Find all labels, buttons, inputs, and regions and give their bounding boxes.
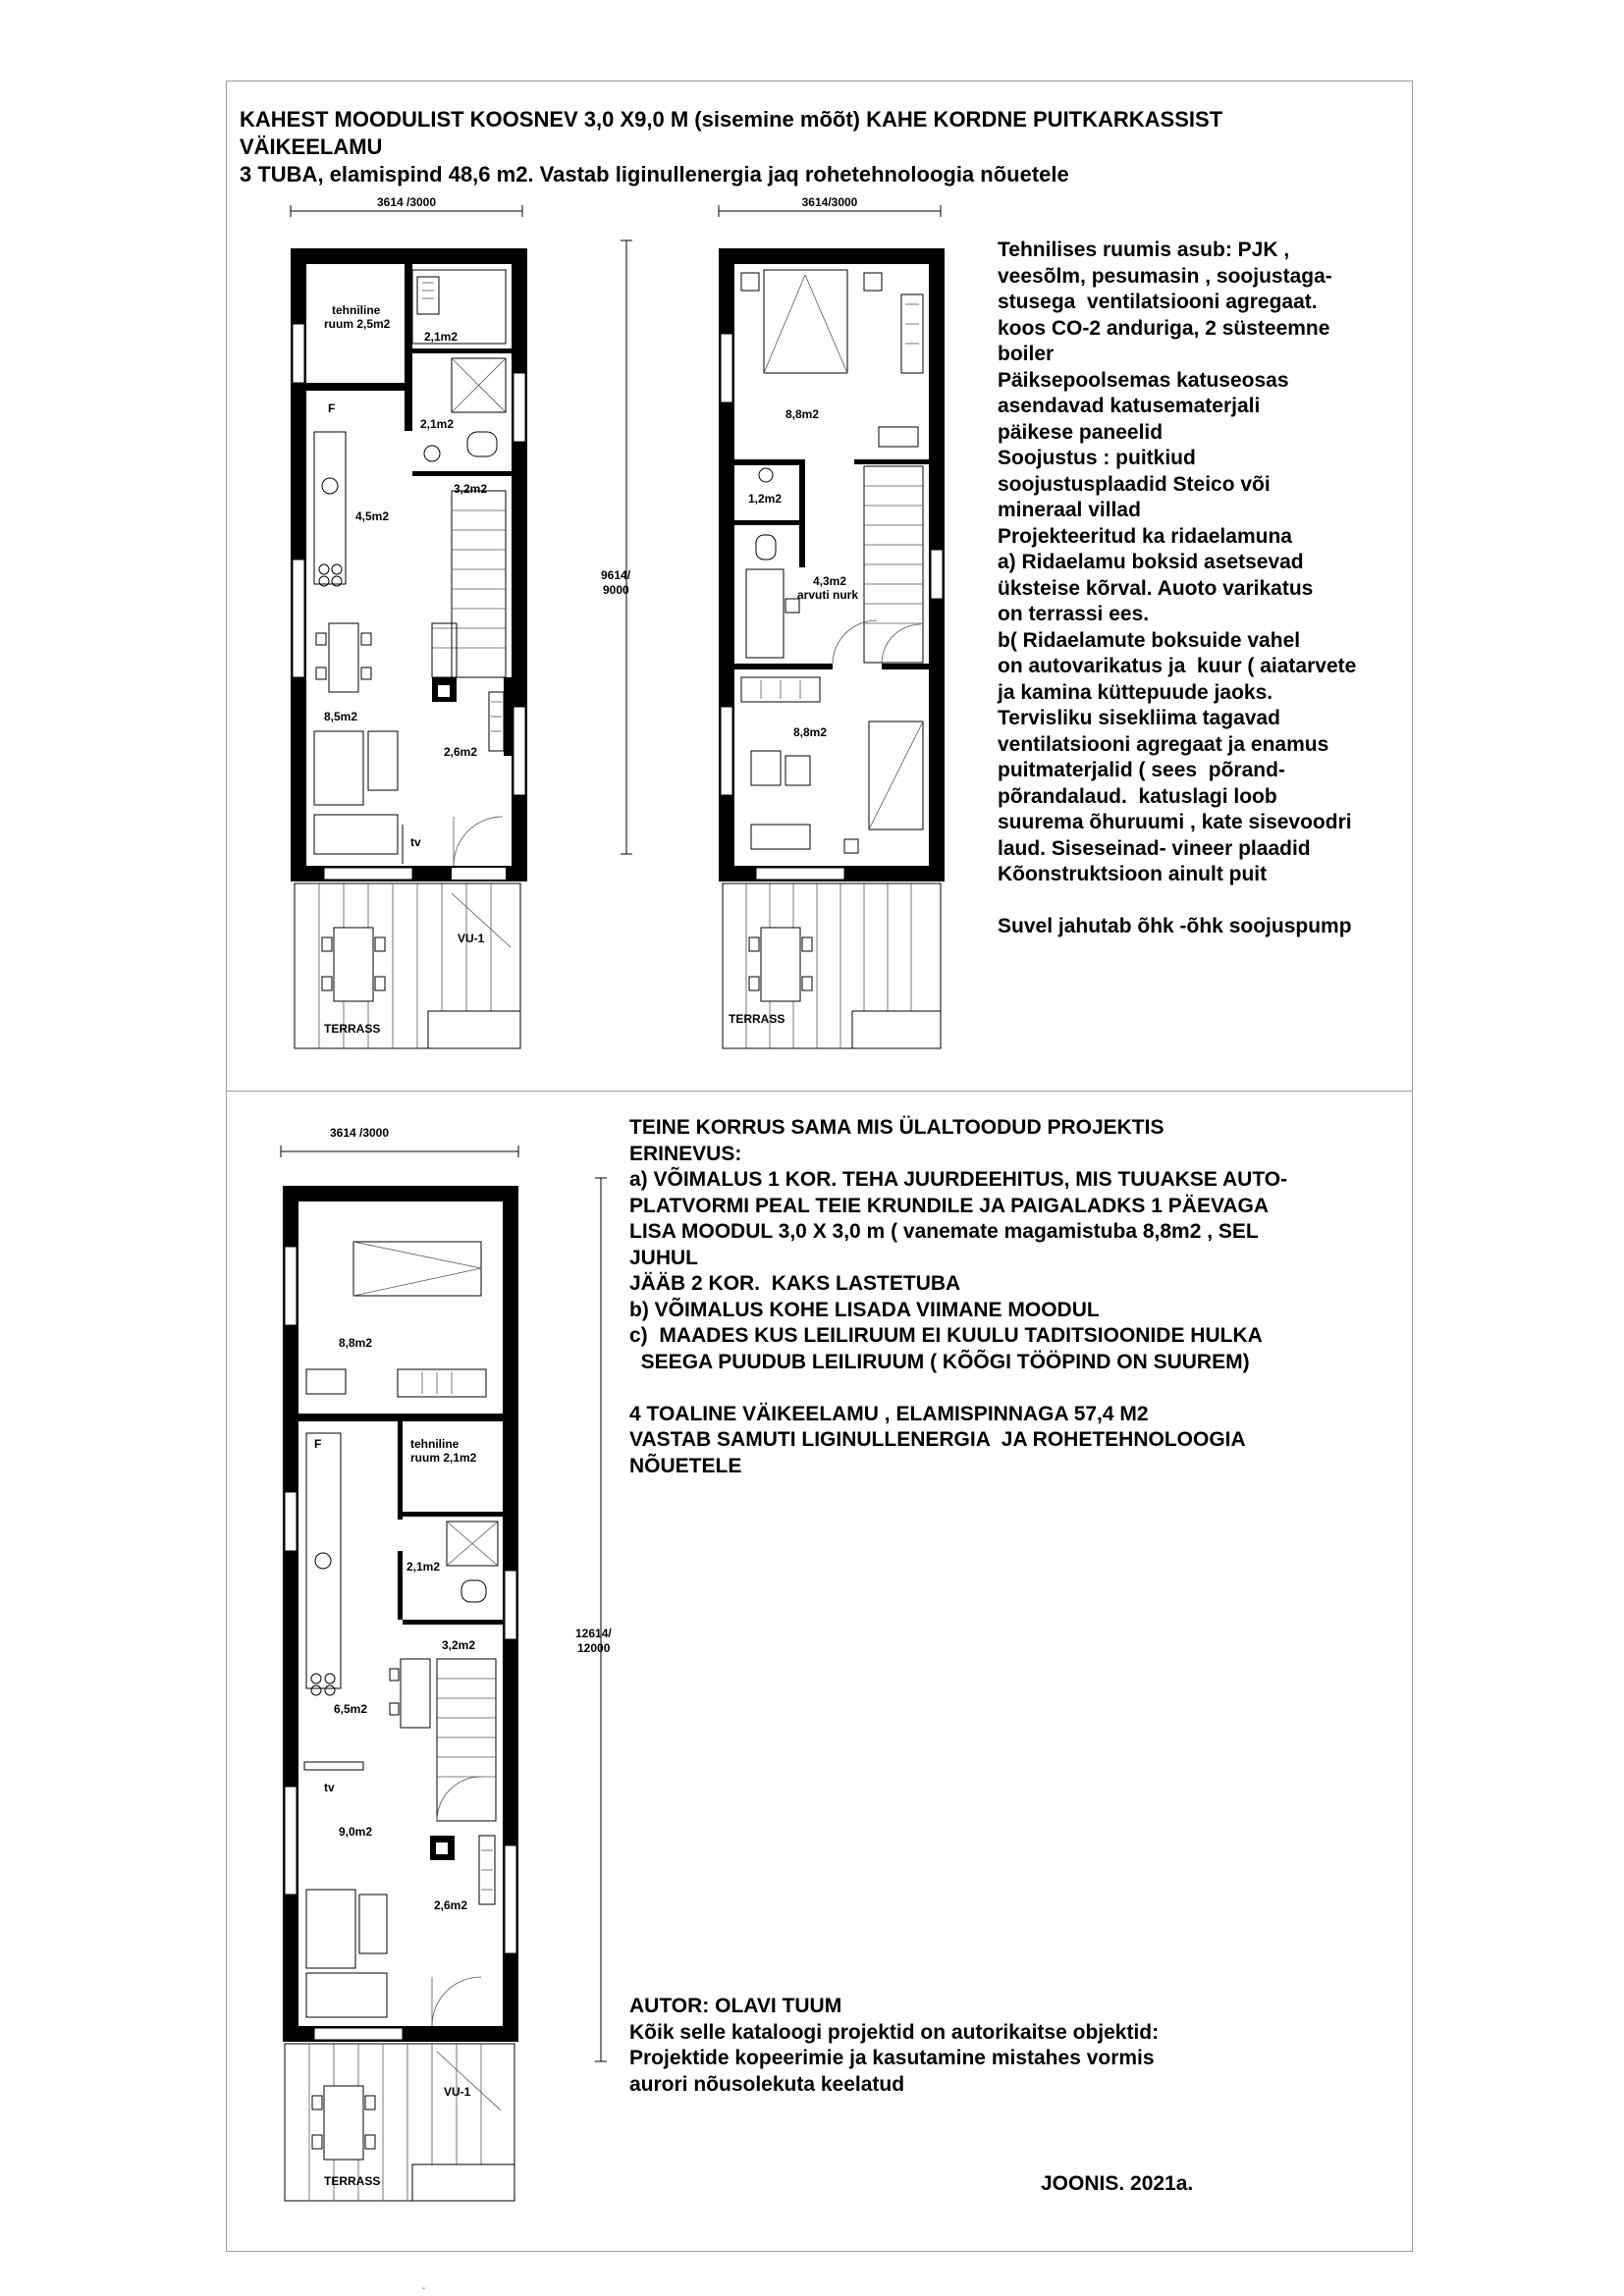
bed-mark	[353, 1268, 481, 1296]
room-label-office	[797, 574, 858, 602]
chair	[361, 633, 371, 645]
drawing-year: JOONIS. 2021a.	[1041, 2172, 1194, 2195]
wall-interior	[882, 664, 929, 669]
door-swing	[833, 620, 877, 664]
dim-line: 12000	[577, 1641, 611, 1655]
bed	[353, 1242, 481, 1296]
terrace-table	[334, 928, 373, 1001]
steps	[412, 2164, 514, 2201]
window	[505, 1845, 516, 1953]
chair	[749, 977, 759, 990]
hob	[325, 1685, 335, 1695]
fridge-label: F	[314, 1437, 322, 1451]
hob	[325, 1674, 335, 1683]
bed-mark	[764, 275, 805, 373]
wall-interior	[298, 1414, 503, 1421]
window	[285, 1492, 297, 1551]
wall-interior	[412, 471, 512, 476]
dim-width-label: 3614/3000	[801, 195, 858, 209]
bed-mark	[805, 275, 847, 373]
chair	[375, 977, 385, 990]
wardrobe	[901, 294, 923, 373]
coffee-table	[359, 1895, 387, 1953]
room-label-living: 8,5m2	[324, 710, 358, 723]
chair	[375, 937, 385, 951]
label-line: tehniline	[410, 1437, 460, 1451]
toilet	[467, 432, 497, 456]
stool	[844, 839, 858, 853]
chair	[749, 937, 759, 951]
desk	[879, 427, 918, 447]
window	[285, 1247, 297, 1325]
sofa	[306, 1890, 355, 1968]
label-line: ruum 2,1m2	[410, 1451, 477, 1465]
hob	[332, 564, 342, 574]
room-label-bath: 2,1m2	[406, 1560, 441, 1574]
chair	[312, 2096, 322, 2109]
nightstand	[864, 273, 882, 291]
chair	[322, 937, 332, 951]
terrace-table	[324, 2086, 363, 2160]
door-swing	[454, 817, 503, 866]
technical-notes: Tehnilises ruumis asub: PJK , veesõlm, pesumasin , soojustaga- stusega ventilatsiooni agregaat. koos CO-2 anduriga, 2 süsteemne boiler Päiksepoolsemas katuseosas asendavad katusematerjali päikese paneelid Soojustus : puitkiud soojustusplaadid Steico või mineraal villad Projekteeritud ka ridaelamuna a) Ridaelamu boksid asetsevad üksteise kõrval. Auoto varikatus on terrassi ees. b( Ridaelamute boksuide vahel on autovarikatus ja kuur ( aiatarvete ja kamina küttepuude jaoks. Tervisliku sisekliima tagavad ventilatsiooni agregaat ja enamus puitmaterjalid ( sees põrand- põrandalaud. katuslagi loob suurema õhuruumi , kate sisevoodri laud. Siseseinad- vineer plaadid Kõonstruktsioon ainult puit Suvel jahutab õhk -õhk soojuspump	[998, 239, 1357, 937]
window	[505, 1571, 516, 1639]
second-floor-notes: TEINE KORRUS SAMA MIS ÜLALTOODUD PROJEKTIS ERINEVUS: a) VÕIMALUS 1 KOR. TEHA JUURDEEHITUS, MIS TUUAKSE AUTO- PLATVORMI PEAL TEIE KRUNDILE JA PAIGALADKS 1 PÄEVAGA LISA MOODUL 3,0 X 3,0 m ( vanemate magamistuba 8,8m2 , SEL JUHUL JÄÄB 2 KOR. KAKS LASTETUBA b) VÕIMALUS KOHE LISADA VIIMANE MOODUL c) MAADES KUS LEILIRUUM EI KUULU TADITSIOONIDE HULKA SEEGA PUUDUB LEILIRUUM ( KÕÕGI TÖÖPIND ON SUUREM) 4 TOALINE VÄIKEELAMU , ELAMISPINNAGA 57,4 M2 VASTAB SAMUTI LIGINULLENERGIA JA ROHETEHNOLOOGIA NÕUETELE	[629, 1116, 1288, 1477]
chair	[316, 633, 326, 645]
stair-curve	[437, 1777, 481, 1821]
wall-north	[283, 1186, 518, 1201]
room-label-kitchen: 4,5m2	[355, 509, 390, 523]
window	[324, 868, 412, 880]
vu-label: VU-1	[444, 2085, 471, 2099]
hob	[319, 564, 329, 574]
chair	[365, 2096, 375, 2109]
chair	[390, 1669, 399, 1681]
staircase	[452, 491, 506, 677]
door-swing	[432, 1977, 481, 2026]
toilet	[756, 535, 776, 560]
window	[756, 868, 844, 880]
window	[293, 560, 304, 677]
window	[721, 334, 732, 402]
plan-upper-floor	[601, 195, 945, 1048]
room-label-living: 9,0m2	[339, 1825, 373, 1839]
stair-curve	[882, 624, 921, 664]
hob	[311, 1685, 321, 1695]
vu-diagonal	[437, 2052, 501, 2110]
chair	[361, 667, 371, 679]
window	[931, 550, 943, 599]
coffee-table	[368, 731, 398, 790]
chair	[322, 977, 332, 990]
wall-interior	[398, 1551, 403, 1620]
room-label-hall: 2,6m2	[434, 1898, 468, 1912]
washbasin	[759, 468, 773, 482]
armchair	[751, 751, 781, 785]
wall-interior	[799, 459, 805, 567]
sink	[315, 1553, 331, 1569]
chair	[802, 977, 812, 990]
steps	[852, 1011, 941, 1048]
chair	[365, 2135, 375, 2149]
room-label-hall: 2,6m2	[444, 745, 478, 759]
steps	[428, 1011, 520, 1048]
chair	[390, 1703, 399, 1715]
bed	[764, 270, 847, 373]
wall-north	[719, 248, 945, 264]
wall-interior	[734, 459, 805, 465]
desk	[751, 825, 810, 849]
wall-interior	[403, 1620, 503, 1625]
wall-interior	[412, 348, 512, 353]
wall-north	[291, 248, 527, 264]
title-line-1: KAHEST MOODULIST KOOSNEV 3,0 X9,0 M (sisemine mõõt) KAHE KORDNE PUITKARKASSIST VÄIKEELAMU	[240, 107, 1223, 159]
side-table	[785, 756, 810, 785]
toilet	[461, 1580, 486, 1602]
room-label-tehniline	[410, 1437, 477, 1465]
vu-label: VU-1	[458, 932, 485, 945]
plan-alternative	[281, 1126, 615, 2201]
sofa-lower	[314, 815, 398, 854]
dining-table	[401, 1659, 430, 1728]
wall-interior	[306, 383, 412, 391]
room-label-bath: 2,1m2	[420, 417, 455, 431]
author-copyright: AUTOR: OLAVI TUUM Kõik selle kataloogi projektid on autorikaitse objektid: Projektide kopeerimie ja kasutamine mistahes vormis aurori nõusolekuta keelatud	[629, 1995, 1160, 2096]
staircase	[437, 1659, 496, 1821]
bed-mark	[353, 1242, 481, 1268]
room-label-kitchen: 6,5m2	[334, 1702, 368, 1716]
stray-mark: -	[422, 2283, 426, 2294]
nightstand	[741, 273, 759, 291]
dim-height-label	[601, 568, 633, 597]
room-label-bed: 8,8m2	[339, 1336, 373, 1350]
washbasin	[424, 446, 440, 461]
chair	[316, 667, 326, 679]
bed-mark	[869, 721, 923, 829]
sink	[322, 478, 338, 494]
room-label-bed1: 8,8m2	[785, 407, 820, 421]
room-label-bed2: 8,8m2	[793, 725, 828, 739]
dim-line: 9614/	[601, 568, 631, 582]
dim-width-label: 3614 /3000	[329, 1126, 390, 1140]
wall-interior	[734, 664, 833, 669]
dim-line: 12614/	[575, 1627, 612, 1640]
window	[285, 1787, 297, 1895]
wall-interior	[405, 264, 412, 431]
stair-landing	[432, 623, 457, 677]
tv-label: tv	[410, 835, 421, 849]
label-line: arvuti nurk	[797, 588, 859, 602]
wall-interior	[398, 1421, 403, 1520]
window	[314, 2028, 403, 2040]
room-label-wc: 1,2m2	[748, 492, 783, 506]
kitchen-counter	[314, 432, 346, 584]
window	[721, 707, 732, 795]
label-line: tehniline	[332, 303, 381, 317]
wall-interior	[504, 677, 512, 756]
terrace-label: TERRASS	[729, 1012, 785, 1026]
wall-interior	[403, 1512, 503, 1517]
room-label-stairs: 3,2m2	[454, 482, 488, 496]
desk	[746, 569, 784, 658]
sofa-lower	[306, 1973, 387, 2017]
window	[514, 373, 525, 442]
dim-line: 9000	[603, 583, 629, 597]
fireplace-opening	[436, 1842, 448, 1854]
chair	[312, 2135, 322, 2149]
hob	[311, 1674, 321, 1683]
dining-table	[329, 623, 358, 692]
room-label-stairs: 3,2m2	[442, 1638, 476, 1652]
chair	[802, 937, 812, 951]
window	[293, 324, 304, 383]
room-label-wc-top: 2,1m2	[424, 330, 459, 344]
label-line: 4,3m2	[813, 574, 847, 588]
terrace-label: TERRASS	[324, 2174, 381, 2188]
dim-width-label: 3614 /3000	[376, 195, 437, 209]
fireplace-opening	[438, 685, 450, 697]
sofa	[314, 731, 363, 805]
wardrobe	[489, 692, 504, 751]
title-line-2: 3 TUBA, elamispind 48,6 m2. Vastab liginullenergia jaq rohetehnoloogia nõuetele	[240, 162, 1069, 187]
wall-interior	[854, 459, 929, 464]
door-opening	[452, 868, 506, 880]
fridge-label: F	[328, 401, 336, 415]
terrace-table	[761, 928, 800, 1001]
label-line: ruum 2,5m2	[324, 317, 391, 331]
shelf	[304, 1762, 363, 1770]
window	[514, 707, 525, 795]
terrace-label: TERRASS	[324, 1022, 381, 1036]
dim-height-label	[575, 1627, 615, 1655]
kitchen-counter	[306, 1433, 341, 1688]
room-label-tehniline	[324, 303, 391, 331]
dresser	[398, 1369, 486, 1397]
tv-label: tv	[324, 1781, 335, 1794]
desk	[306, 1369, 346, 1394]
plan-ground-floor	[291, 195, 527, 1048]
wall-interior	[734, 520, 799, 525]
